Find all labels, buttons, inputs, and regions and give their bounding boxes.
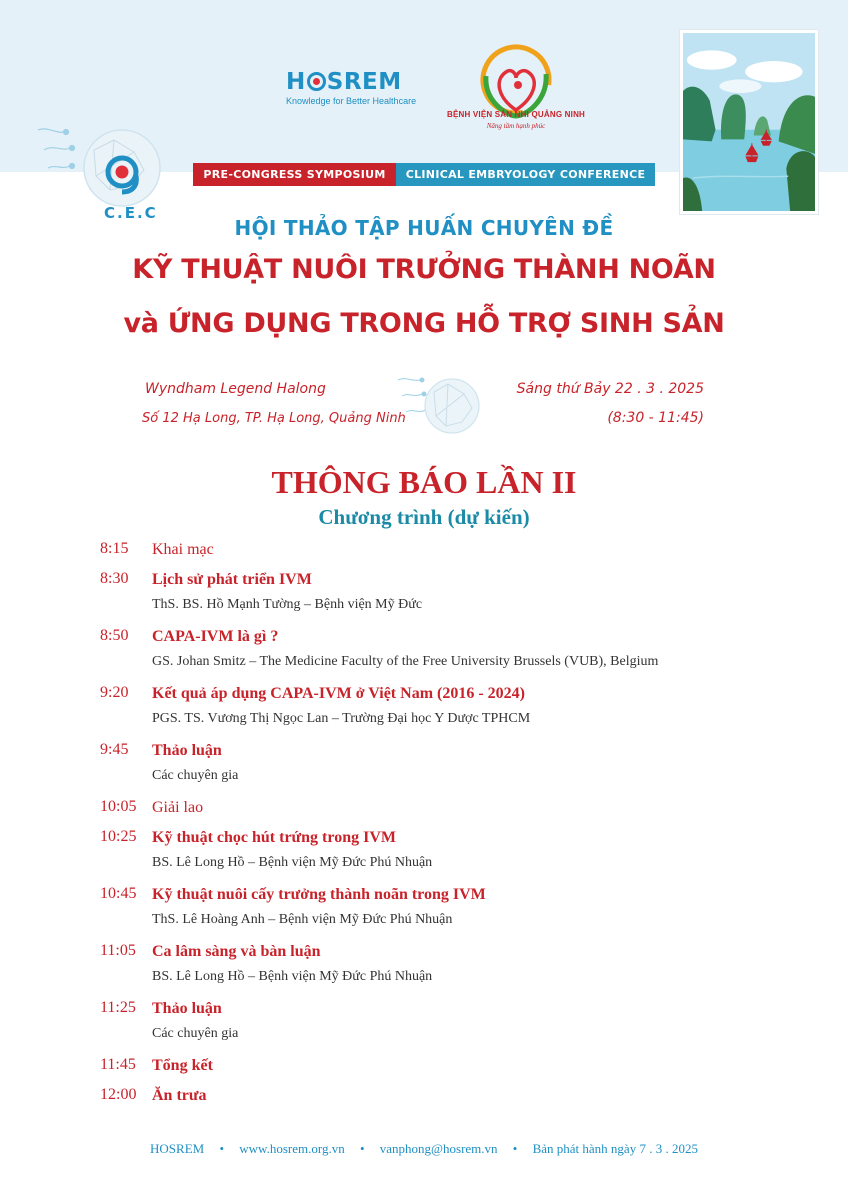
agenda-speaker: BS. Lê Long Hồ – Bệnh viện Mỹ Đức Phú Nhuận xyxy=(152,969,433,984)
halong-bay-illustration xyxy=(680,30,818,214)
agenda-item xyxy=(100,741,800,798)
agenda-item xyxy=(100,798,800,828)
agenda-time: 9:45 xyxy=(100,741,129,758)
footer xyxy=(0,1141,848,1157)
agenda-topic: Ăn trưa xyxy=(152,1087,207,1104)
agenda-time: 8:50 xyxy=(100,627,129,644)
agenda-item xyxy=(100,1056,800,1086)
footer-email-link[interactable]: vanphong@hosrem.vn xyxy=(379,1141,498,1156)
agenda-item xyxy=(100,540,800,570)
event-time: (8:30 - 11:45) xyxy=(607,410,704,426)
agenda-item xyxy=(100,942,800,999)
agenda-topic: Kỹ thuật chọc hút trứng trong IVM xyxy=(152,829,396,846)
agenda-topic: Giải lao xyxy=(152,799,204,816)
agenda-item xyxy=(100,570,800,627)
event-venue: Wyndham Legend Halong xyxy=(145,381,326,397)
banner-pre-congress: PRE-CONGRESS SYMPOSIUM xyxy=(193,163,396,186)
agenda-speaker: ThS. Lê Hoàng Anh – Bệnh viện Mỹ Đức Phú Nhuận xyxy=(152,912,453,927)
agenda-topic: Lịch sử phát triển IVM xyxy=(152,571,312,588)
hosrem-tagline: Knowledge for Better Healthcare xyxy=(286,96,417,106)
footer-separator: • xyxy=(359,1141,365,1156)
agenda-speaker: BS. Lê Long Hồ – Bệnh viện Mỹ Đức Phú Nhuận xyxy=(152,855,433,870)
agenda-topic: Khai mạc xyxy=(152,541,214,558)
agenda-time: 9:20 xyxy=(100,684,129,701)
agenda-list xyxy=(100,540,800,1116)
agenda-speaker: ThS. BS. Hồ Mạnh Tường – Bệnh viện Mỹ Đức xyxy=(152,597,423,612)
event-subtitle: HỘI THẢO TẬP HUẤN CHUYÊN ĐỀ xyxy=(234,216,614,240)
agenda-time: 8:30 xyxy=(100,570,129,587)
agenda-time: 10:45 xyxy=(100,885,137,902)
agenda-topic: CAPA-IVM là gì ? xyxy=(152,628,279,645)
agenda-time: 8:15 xyxy=(100,540,129,557)
agenda-time: 12:00 xyxy=(100,1086,137,1103)
event-title-line1: KỸ THUẬT NUÔI TRƯỞNG THÀNH NOÃN xyxy=(132,254,716,285)
agenda-topic: Kết quả áp dụng CAPA-IVM ở Việt Nam (2016 - 2024) xyxy=(152,685,525,702)
conference-banner xyxy=(193,163,655,186)
agenda-time: 10:25 xyxy=(100,828,137,845)
agenda-topic: Tổng kết xyxy=(152,1057,213,1074)
agenda-speaker: GS. Johan Smitz – The Medicine Faculty of the Free University Brussels (VUB), Belgium xyxy=(152,654,659,669)
cec-label: C.E.C xyxy=(104,204,158,222)
agenda-item xyxy=(100,885,800,942)
event-date: Sáng thứ Bảy 22 . 3 . 2025 xyxy=(516,381,704,397)
agenda-time: 10:05 xyxy=(100,798,137,815)
hosrem-wordmark: H SREM xyxy=(286,69,402,95)
hosrem-logo xyxy=(286,70,416,106)
notice-subtitle: Chương trình (dự kiến) xyxy=(318,505,530,529)
notice-title: THÔNG BÁO LẦN II xyxy=(271,464,577,500)
agenda-speaker: PGS. TS. Vương Thị Ngọc Lan – Trường Đại học Y Dược TPHCM xyxy=(152,711,531,726)
agenda-time: 11:25 xyxy=(100,999,136,1016)
agenda-topic: Thảo luận xyxy=(152,742,222,759)
agenda-topic: Kỹ thuật nuôi cấy trưởng thành noãn trong IVM xyxy=(152,886,486,903)
agenda-time: 11:45 xyxy=(100,1056,136,1073)
footer-release-date: Bản phát hành ngày 7 . 3 . 2025 xyxy=(532,1141,698,1156)
hosrem-o-icon xyxy=(307,72,326,91)
agenda-item xyxy=(100,999,800,1056)
oocyte-icon xyxy=(396,370,480,442)
hospital-slogan: Nâng tầm hạnh phúc xyxy=(486,122,546,130)
hospital-name: BỆNH VIỆN SẢN NHI QUẢNG NINH xyxy=(446,110,586,119)
footer-separator: • xyxy=(512,1141,518,1156)
agenda-item xyxy=(100,684,800,741)
footer-org: HOSREM xyxy=(150,1141,205,1156)
footer-separator: • xyxy=(219,1141,225,1156)
agenda-topic: Thảo luận xyxy=(152,1000,222,1017)
agenda-item xyxy=(100,828,800,885)
event-title-line2: và ỨNG DỤNG TRONG HỖ TRỢ SINH SẢN xyxy=(123,308,725,339)
agenda-speaker: Các chuyên gia xyxy=(152,768,239,783)
agenda-topic: Ca lâm sàng và bàn luận xyxy=(152,943,321,960)
footer-website-link[interactable]: www.hosrem.org.vn xyxy=(239,1141,345,1156)
agenda-speaker: Các chuyên gia xyxy=(152,1026,239,1041)
event-address: Số 12 Hạ Long, TP. Hạ Long, Quảng Ninh xyxy=(142,411,406,426)
agenda-item xyxy=(100,1086,800,1116)
agenda-time: 11:05 xyxy=(100,942,136,959)
banner-clinical-embryology: CLINICAL EMBRYOLOGY CONFERENCE xyxy=(396,163,655,186)
agenda-item xyxy=(100,627,800,684)
